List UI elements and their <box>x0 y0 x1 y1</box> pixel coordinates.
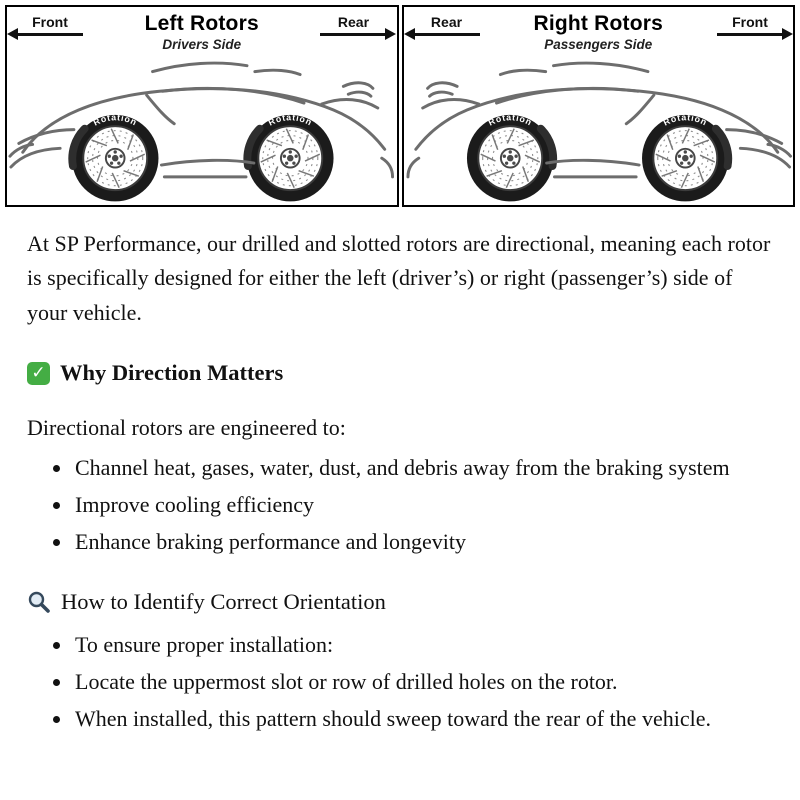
left-rotors-panel <box>5 5 399 207</box>
right-arrow-icon <box>717 33 783 36</box>
rotation-label-front: Rotation <box>661 112 709 128</box>
check-icon: ✓ <box>27 362 50 385</box>
right-rotors-panel <box>402 5 796 207</box>
list-item: • Channel heat, gases, water, dust, and debris away from the braking system <box>73 451 773 485</box>
rear-direction-label <box>414 14 480 36</box>
list-item: • To ensure proper installation: <box>73 628 773 662</box>
intro-paragraph: At SP Performance, our drilled and slotted rotors are directional, meaning each rotor is specifically designed for either the left (driver’s) or right (passenger’s) side of your vehicle. <box>27 231 771 325</box>
section-title: How to Identify Correct Orientation <box>61 588 386 614</box>
list-item: • Locate the uppermost slot or row of drilled holes on the rotor. <box>73 665 773 699</box>
section-heading-identify-orientation <box>27 585 773 620</box>
front-direction-label <box>17 14 83 36</box>
panel-subtitle: Passengers Side <box>544 37 653 52</box>
section2-bullet-list <box>27 628 773 736</box>
section-heading-why-direction-matters <box>27 356 773 391</box>
rotation-label-rear: Rotation <box>266 112 315 128</box>
rotation-label-front: Rotation <box>91 112 139 128</box>
right-arrow-icon <box>320 33 386 36</box>
list-item: • Improve cooling efficiency <box>73 488 773 522</box>
section-title: Why Direction Matters <box>60 359 284 385</box>
left-car-illustration <box>7 48 397 205</box>
left-panel-title-block <box>145 12 259 52</box>
magnifier-icon <box>27 590 51 614</box>
article-body <box>5 207 795 736</box>
front-label-text: Front <box>32 14 68 30</box>
section1-lead: Directional rotors are engineered to: <box>27 414 346 440</box>
panel-title: Left Rotors <box>144 12 259 35</box>
rear-direction-label <box>320 14 386 36</box>
front-direction-label <box>717 14 783 36</box>
front-label-text: Front <box>732 14 768 30</box>
section1-bullet-list <box>27 451 773 559</box>
left-panel-header <box>7 7 397 52</box>
rotation-label-rear: Rotation <box>486 112 534 128</box>
right-panel-header <box>404 7 794 52</box>
rotor-direction-diagram <box>5 5 795 207</box>
left-arrow-icon <box>17 33 83 36</box>
right-car-illustration <box>404 48 794 205</box>
list-item: • Enhance braking performance and longevity <box>73 525 773 559</box>
rear-label-text: Rear <box>337 14 370 30</box>
right-panel-title-block <box>533 12 663 52</box>
rear-label-text: Rear <box>430 14 463 30</box>
panel-subtitle: Drivers Side <box>162 37 242 52</box>
list-item: • When installed, this pattern should sweep toward the rear of the vehicle. <box>73 702 773 736</box>
left-arrow-icon <box>414 33 480 36</box>
panel-title: Right Rotors <box>533 12 664 35</box>
